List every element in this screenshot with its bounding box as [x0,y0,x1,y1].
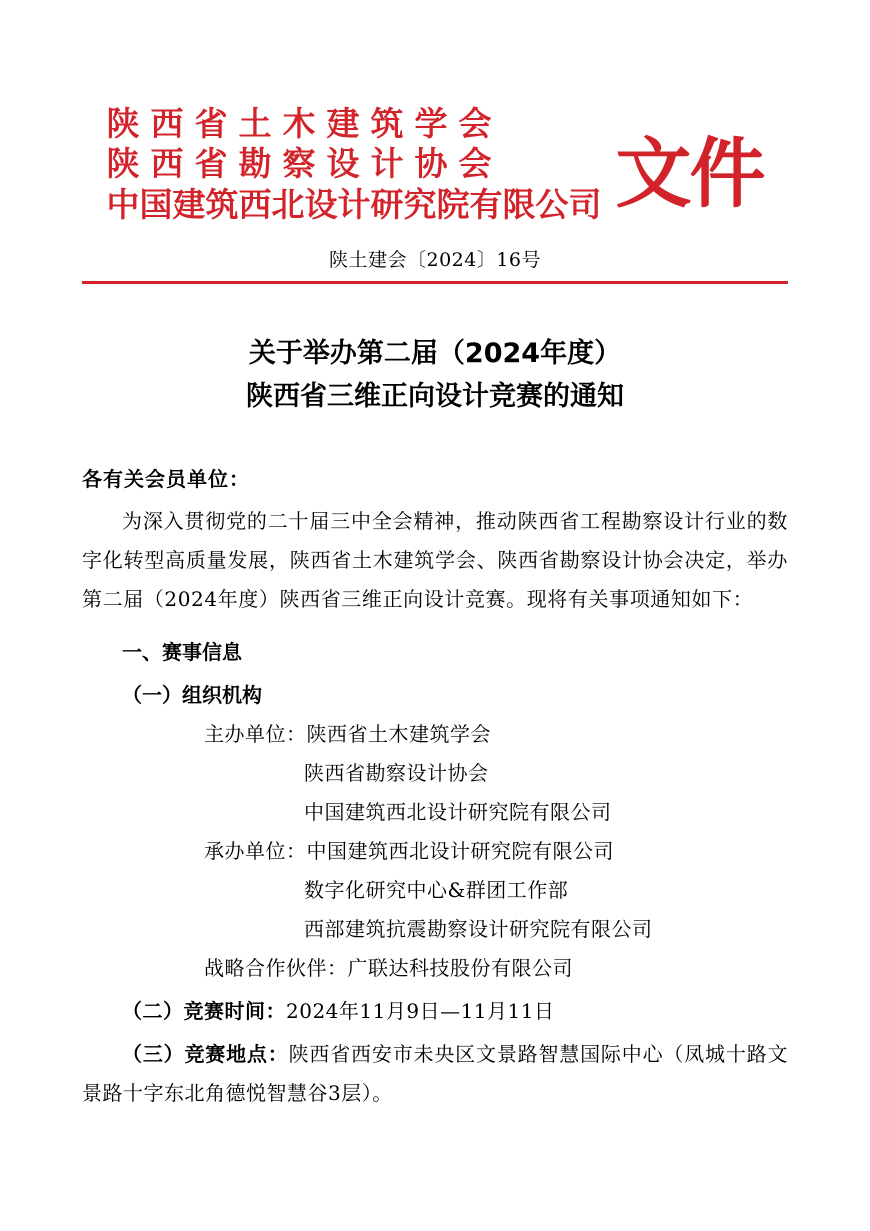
letterhead-line-1: 陕西省土木建筑学会 [106,104,503,143]
org-row [82,910,788,949]
salutation: 各有关会员单位： [82,467,250,492]
org-row-value: 广联达科技股份有限公司 [347,956,573,981]
org-row-label: 战略合作伙伴： [204,956,348,981]
org-row [82,715,788,754]
org-row-value: 中国建筑西北设计研究院有限公司 [304,800,612,825]
letterhead-org-lines [107,104,602,225]
competition-venue-value: 陕西省西安市未央区文景路智慧国际中心（凤城十路文景路十字东北角德悦智慧谷3层）。 [82,1042,789,1106]
competition-venue-label: （三）竞赛地点： [122,1042,289,1067]
org-row [82,832,788,871]
letterhead-document-badge: 文件 [615,129,764,218]
org-row [82,871,788,910]
org-row-value: 陕西省土木建筑学会 [306,722,491,747]
letterhead-line-3: 中国建筑西北设计研究院有限公司 [106,184,602,224]
page-title-line-2: 陕西省三维正向设计竞赛的通知 [246,381,624,413]
org-row-label: 承办单位： [204,839,307,864]
red-divider-rule [82,281,788,284]
org-row [82,793,788,832]
org-row-value: 中国建筑西北设计研究院有限公司 [306,839,614,864]
org-row [82,754,788,793]
letterhead-line-2: 陕西省勘察设计协会 [106,144,503,184]
subsection-competition-venue [82,1035,788,1113]
org-row-value: 陕西省勘察设计协会 [304,761,489,786]
document-number: 陕土建会〔2024〕16号 [328,248,542,271]
page-title-line-1: 关于举办第二届（2024年度） [248,337,622,369]
competition-time-value: 2024年11月9日—11月11日 [286,999,555,1024]
subsection-heading-organization: （一）组织机构 [122,683,262,708]
subsection-competition-time [82,992,788,1031]
letterhead [82,0,788,225]
intro-paragraph: 为深入贯彻党的二十届三中全会精神，推动陕西省工程勘察设计行业的数字化转型高质量发展，陕西省土木建筑学会、陕西省勘察设计协会决定，举办第二届（2024年度）陕西省三维正向设计竞赛。现将有关事项通知如下： [82,509,788,612]
org-row-value: 西部建筑抗震勘察设计研究院有限公司 [304,917,653,942]
org-row-label: 主办单位： [204,722,307,747]
org-row-value: 数字化研究中心&群团工作部 [304,878,569,903]
org-row [82,949,788,988]
section-heading-1: 一、赛事信息 [122,640,242,665]
competition-time-label: （二）竞赛时间： [122,999,286,1024]
page-title [82,332,788,419]
